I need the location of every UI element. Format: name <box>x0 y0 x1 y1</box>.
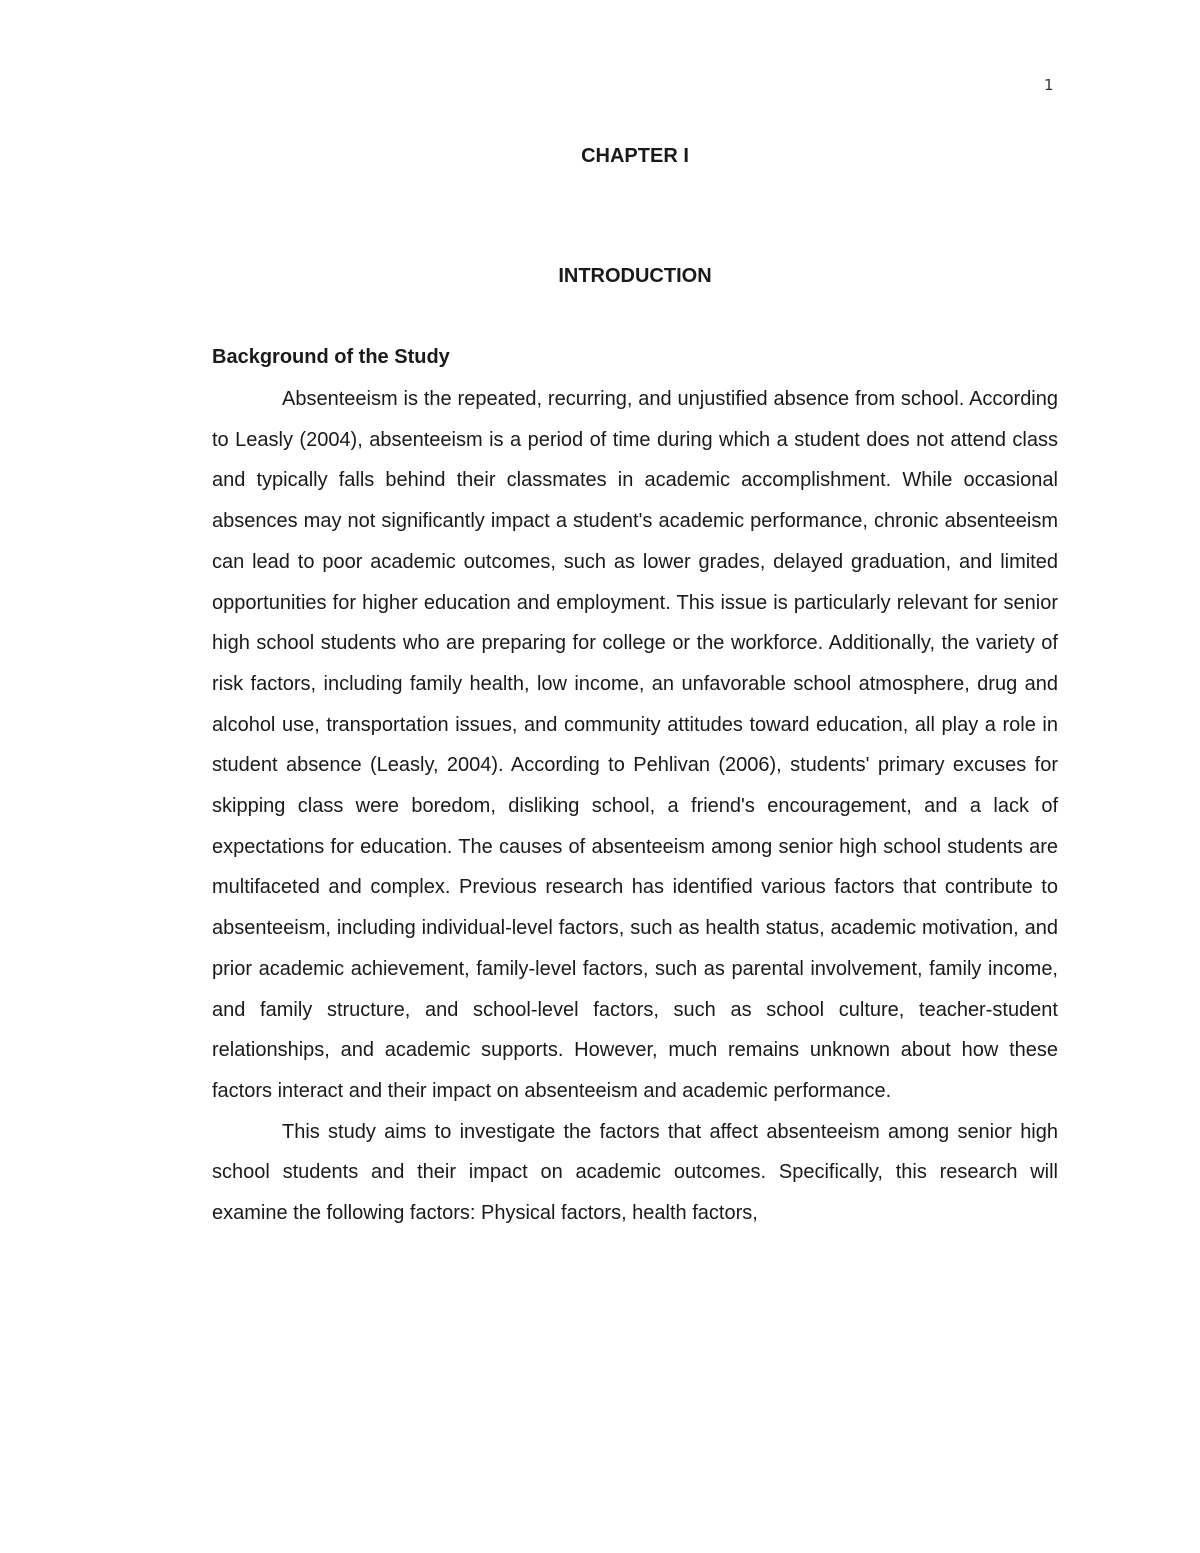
paragraph: This study aims to investigate the factors that affect absenteeism among senior high school students and their impact on academic outcomes. Specifically, this research will examine the following factors: Physical factors, health factors, <box>212 1120 1058 1225</box>
page-number: 1 <box>1044 76 1054 94</box>
paragraph: Absenteeism is the repeated, recurring, and unjustified absence from school. According to Leasly (2004), absenteeism is a period of time during which a student does not attend class and typically falls behind their classmates in academic accomplishment. While occasional absences may not significantly impact a student's academic performance, chronic absenteeism can lead to poor academic outcomes, such as lower grades, delayed graduation, and limited opportunities for higher education and employment. This issue is particularly relevant for senior high school students who are preparing for college or the workforce. Additionally, the variety of risk factors, including family health, low income, an unfavorable school atmosphere, drug and alcohol use, transportation issues, and community attitudes toward education, all play a role in student absence (Leasly, 2004). According to Pehlivan (2006), students' primary excuses for skipping class were boredom, disliking school, a friend's encouragement, and a lack of expectations for education. The causes of absenteeism among senior high school students are multifaceted and complex. Previous research has identified various factors that contribute to absenteeism, including individual-level factors, such as health status, academic motivation, and prior academic achievement, family-level factors, such as parental involvement, family income, and family structure, and school-level factors, such as school culture, teacher-student relationships, and academic supports. However, much remains unknown about how these factors interact and their impact on absenteeism and academic performance. <box>212 388 1058 1102</box>
body-text <box>212 379 1058 1234</box>
section-heading: Background of the Study <box>212 346 450 368</box>
chapter-title: INTRODUCTION <box>558 265 712 287</box>
chapter-label: CHAPTER I <box>581 145 689 167</box>
